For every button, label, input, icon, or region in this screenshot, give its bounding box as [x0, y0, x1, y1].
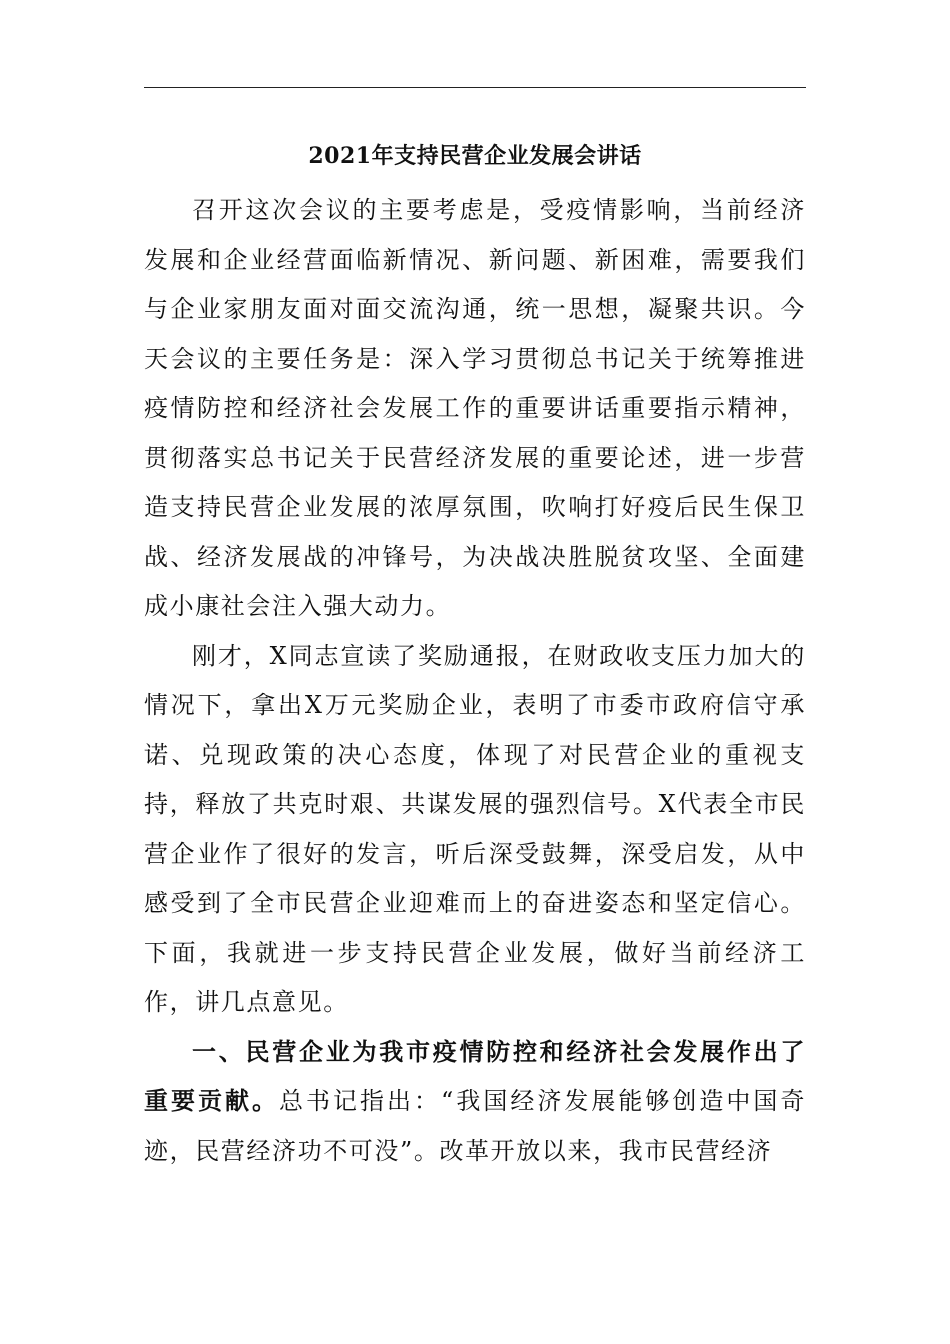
- paragraph-1: 召开这次会议的主要考虑是，受疫情影响，当前经济发展和企业经营面临新情况、新问题、新困难，需要我们与企业家朋友面对面交流沟通，统一思想，凝聚共识。今天会议的主要任务是：深入学习贯彻总书记关于统筹推进疫情防控和经济社会发展工作的重要讲话重要指示精神，贯彻落实总书记关于民营经济发展的重要论述，进一步营造支持民营企业发展的浓厚氛围，吹响打好疫后民生保卫战、经济发展战的冲锋号，为决战决胜脱贫攻坚、全面建成小康社会注入强大动力。: [144, 196, 806, 620]
- document-title: 2021年支持民营企业发展会讲话: [308, 143, 642, 169]
- paragraph-2: 刚才，X同志宣读了奖励通报，在财政收支压力加大的情况下，拿出X万元奖励企业，表明了市委市政府信守承诺、兑现政策的决心态度，体现了对民营企业的重视支持，释放了共克时艰、共谋发展的强烈信号。X代表全市民营企业作了很好的发言，听后深受鼓舞，深受启发，从中感受到了全市民营企业迎难而上的奋进姿态和坚定信心。下面，我就进一步支持民营企业发展，做好当前经济工作，讲几点意见。: [144, 641, 806, 1016]
- paragraph-3: [144, 1028, 806, 1177]
- header-rule: [144, 87, 806, 88]
- paragraph-3-text: 总书记指出：“我国经济发展能够创造中国奇迹，民营经济功不可没”。改革开放以来，我市民营经济: [144, 1087, 806, 1165]
- section-heading: 一、民营企业为我市疫情防控和经济社会发展作出了重要贡献。: [144, 1037, 806, 1115]
- document-body: [144, 186, 806, 1176]
